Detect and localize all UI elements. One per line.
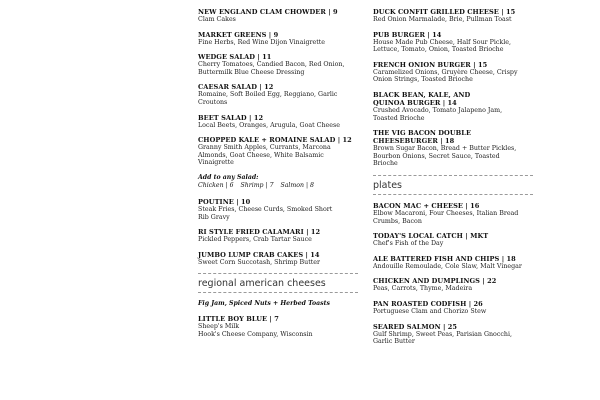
menu-item-name: WEDGE SALAD | 11 xyxy=(198,53,272,62)
menu-item-description: Rib Gravy xyxy=(198,213,230,221)
menu-item xyxy=(198,31,358,47)
addon-option: Salmon | 8 xyxy=(280,181,314,189)
menu-item-description: Chef's Fish of the Day xyxy=(373,240,444,248)
menu-item-name: NEW ENGLAND CLAM CHOWDER | 9 xyxy=(198,8,338,16)
menu-item xyxy=(373,91,533,122)
menu-item-description: Clam Cakes xyxy=(198,16,236,23)
menu-item xyxy=(373,277,533,293)
menu-item-name: CAESAR SALAD | 12 xyxy=(198,83,274,92)
left-column xyxy=(198,8,358,346)
menu-item-description: Pickled Peppers, Crab Tartar Sauce xyxy=(198,236,312,244)
menu-item xyxy=(373,202,533,225)
addon-options xyxy=(198,182,358,190)
menu-item-name: BEET SALAD | 12 xyxy=(198,113,264,122)
menu-item xyxy=(198,114,358,130)
menu-item-description: Andouille Remoulade, Cole Slaw, Malt Vinegar xyxy=(373,262,522,270)
menu-item-description: Buttermilk Blue Cheese Dressing xyxy=(198,68,305,76)
menu-item xyxy=(198,228,358,244)
cheeses-subtitle: Fig Jam, Spiced Nuts + Herbed Toasts xyxy=(198,300,330,308)
menu-item-name: SEARED SALMON | 25 xyxy=(373,322,458,331)
addon-option: Chicken | 6 xyxy=(198,181,234,189)
left-items-2 xyxy=(198,198,358,266)
sandwich-items xyxy=(373,8,533,168)
menu-item-description: Granny Smith Apples, Currants, Marcona xyxy=(198,144,331,152)
menu-item xyxy=(373,255,533,271)
menu-item xyxy=(198,8,358,24)
menu-item-description: Romaine, Soft Boiled Egg, Reggiano, Garlic xyxy=(198,91,338,99)
menu-item-description: Hook's Cheese Company, Wisconsin xyxy=(198,330,313,338)
menu-item-name: CHICKEN AND DUMPLINGS | 22 xyxy=(373,277,497,286)
menu-item-name: LITTLE BOY BLUE | 7 xyxy=(198,315,279,324)
menu-item-description: Peas, Carrots, Thyme, Madeira xyxy=(373,285,473,293)
menu-item-description: Vinaigrette xyxy=(198,159,234,167)
menu-item xyxy=(373,232,533,248)
menu-item xyxy=(373,129,533,168)
menu-item-name: POUTINE | 10 xyxy=(198,197,251,206)
menu-item-name: BLACK BEAN, KALE, AND QUINOA BURGER | 14 xyxy=(373,90,471,107)
menu-item-name: TODAY'S LOCAL CATCH | MKT xyxy=(373,232,489,241)
menu-item-description: Sweet Corn Succotash, Shrimp Butter xyxy=(198,258,321,266)
menu-item-name: JUMBO LUMP CRAB CAKES | 14 xyxy=(198,250,320,259)
menu-item-description: Crushed Avocado, Tomato Jalapeno Jam, xyxy=(373,106,503,114)
menu-item-description: Toasted Brioche xyxy=(373,114,425,122)
menu-item-description: Steak Fries, Cheese Curds, Smoked Short xyxy=(198,205,333,213)
menu-item xyxy=(373,323,533,346)
menu-item xyxy=(198,198,358,221)
menu-item xyxy=(198,53,358,76)
menu-item-description: Fine Herbs, Red Wine Dijon Vinaigrette xyxy=(198,38,326,46)
menu-item-name: THE VIG BACON DOUBLE CHEESEBURGER | 18 xyxy=(373,129,472,146)
menu-item-description: Gulf Shrimp, Sweet Peas, Parisian Gnocchi, xyxy=(373,330,512,338)
menu-item-name: CHOPPED KALE + ROMAINE SALAD | 12 xyxy=(198,136,352,145)
menu-item-description: Bourbon Onions, Secret Sauce, Toasted xyxy=(373,152,500,160)
cheeses-section-title: regional american cheeses xyxy=(198,273,358,293)
menu-item xyxy=(198,136,358,167)
menu-item-description: Lettuce, Tomato, Onion, Toasted Brioche xyxy=(373,46,504,54)
plate-items xyxy=(373,202,533,346)
menu-item-description: Elbow Macaroni, Four Cheeses, Italian Bread xyxy=(373,209,519,217)
menu-item-name: DUCK CONFIT GRILLED CHEESE | 15 xyxy=(373,8,516,16)
menu-item-description: Almonds, Goat Cheese, White Balsamic xyxy=(198,151,324,159)
cheese-items xyxy=(198,315,358,338)
menu-item-description: House Made Pub Cheese, Half Sour Pickle, xyxy=(373,38,511,46)
menu-item xyxy=(373,61,533,84)
menu-item-name: BACON MAC + CHEESE | 16 xyxy=(373,201,480,210)
menu-item xyxy=(198,315,358,338)
menu-item-description: Brown Sugar Bacon, Bread + Butter Pickles, xyxy=(373,145,517,153)
menu-item-description: Red Onion Marmalade, Brie, Pullman Toast xyxy=(373,16,512,23)
salad-addons xyxy=(198,174,358,190)
menu-item-description: Cherry Tomatoes, Candied Bacon, Red Onion, xyxy=(198,61,345,69)
menu-item-description: Sheep's Milk xyxy=(198,323,240,331)
menu-item xyxy=(373,300,533,316)
menu-item xyxy=(373,31,533,54)
menu-item-description: Onion Strings, Toasted Brioche xyxy=(373,76,473,84)
menu-item-name: PAN ROASTED CODFISH | 26 xyxy=(373,299,483,308)
menu-item-name: RI STYLE FRIED CALAMARI | 12 xyxy=(198,228,321,237)
right-column xyxy=(373,8,533,353)
menu-item-description: Portuguese Clam and Chorizo Stew xyxy=(373,307,487,315)
menu-item-description: Croutons xyxy=(198,98,228,106)
menu-item-name: ALE BATTERED FISH AND CHIPS | 18 xyxy=(373,254,516,263)
menu-item-description: Brioche xyxy=(373,160,398,168)
menu-item-description: Garlic Butter xyxy=(373,338,415,346)
menu-item-description: Local Beets, Oranges, Arugula, Goat Cheese xyxy=(198,121,340,129)
menu-item-name: MARKET GREENS | 9 xyxy=(198,30,279,39)
menu-item-description: Crumbs, Bacon xyxy=(373,217,422,225)
menu-item xyxy=(373,8,533,24)
addon-option: Shrimp | 7 xyxy=(240,181,274,189)
menu-item-description: Caramelized Onions, Gruyère Cheese, Crispy xyxy=(373,68,518,76)
menu-item xyxy=(198,83,358,106)
addon-heading: Add to any Salad: xyxy=(198,173,259,181)
plates-section-title: plates xyxy=(373,175,533,195)
menu-item xyxy=(198,251,358,267)
menu-item-name: FRENCH ONION BURGER | 15 xyxy=(373,60,488,69)
menu-item-name: PUB BURGER | 14 xyxy=(373,30,442,39)
left-items xyxy=(198,8,358,167)
